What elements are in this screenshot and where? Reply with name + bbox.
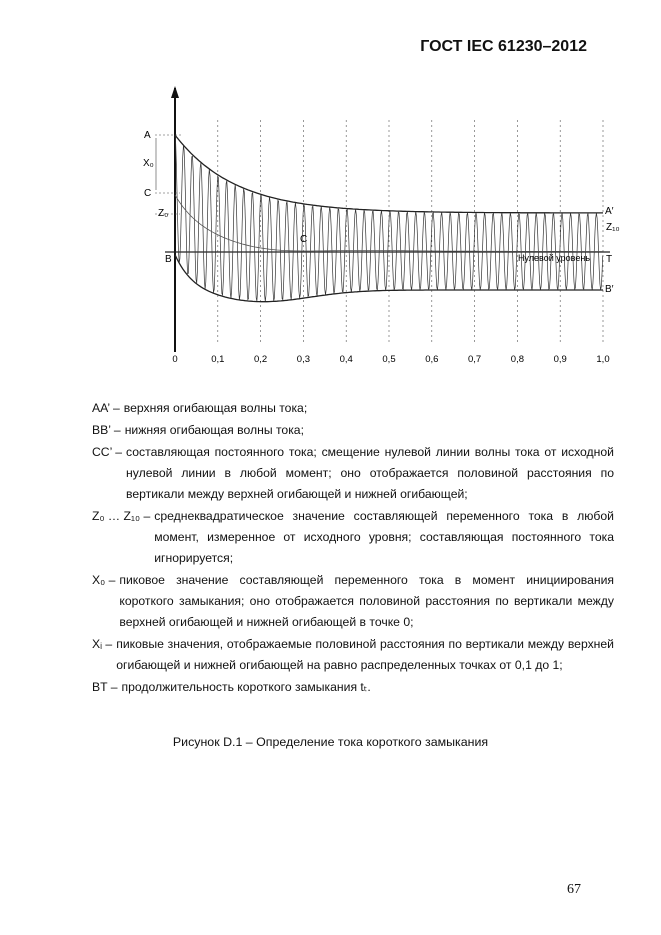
legend-text: пиковое значение составляющей переменного тока в момент инициирования короткого замыкания; оно отображается половиной расстояния по вертикали между верхней огибающей и нижней огибающей в точке 0; [119, 573, 614, 629]
x-tick-label: 0 [172, 354, 178, 365]
legend-key: AA’ – [92, 401, 120, 415]
label-zero-level: Нулевой уровень [518, 253, 591, 263]
label-t: T [606, 254, 613, 265]
legend-key: Xᵢ – [92, 637, 113, 651]
legend-item [92, 677, 614, 698]
legend-text: нижняя огибающая волны тока; [124, 423, 304, 437]
x-tick-label: 1,0 [596, 354, 610, 365]
x-tick-label: 0,7 [467, 354, 482, 365]
x-tick-label: 0,1 [211, 354, 225, 365]
label-c-mid: C [300, 234, 308, 245]
legend-key: BB’ – [92, 423, 121, 437]
legend [92, 398, 614, 699]
short-circuit-figure [120, 80, 620, 380]
label-z0: Z₀ [158, 208, 169, 219]
x-tick-label: 0,5 [382, 354, 396, 365]
standard-header: ГОСТ IEC 61230–2012 [420, 38, 587, 55]
legend-text: верхняя огибающая волны тока; [123, 401, 308, 415]
x-tick-label: 0,3 [296, 354, 311, 365]
legend-key: Z₀ … Z₁₀ – [92, 509, 151, 523]
label-z10: Z₁₀ [606, 222, 620, 233]
label-c: C [144, 188, 152, 199]
x-tick-label: 0,2 [253, 354, 268, 365]
legend-item [92, 442, 614, 505]
legend-key: X₀ – [92, 573, 116, 587]
label-b-prime: B′ [605, 284, 614, 295]
x-tick-label: 0,9 [553, 354, 567, 365]
legend-text: составляющая постоянного тока; смещение нулевой линии волны тока от исходной нулевой линии в любой момент; оно отображается половиной расстояния по вертикали между верхней огибающей и нижней огибающей; [126, 445, 614, 501]
legend-item [92, 634, 614, 676]
label-a: A [144, 130, 151, 141]
legend-item [92, 506, 614, 569]
legend-key: CC’ – [92, 445, 123, 459]
vertical-gridlines [218, 120, 603, 345]
legend-key: BT – [92, 680, 118, 694]
x-tick-label: 0,4 [339, 354, 353, 365]
x-tick-label: 0,6 [425, 354, 439, 365]
page-number: 67 [567, 882, 581, 897]
label-b: B [165, 254, 172, 265]
legend-item [92, 570, 614, 633]
legend-item [92, 420, 614, 441]
figure-caption: Рисунок D.1 – Определение тока короткого замыкания [172, 735, 489, 749]
x-tick-labels [172, 354, 609, 365]
y-axis-arrow [171, 86, 179, 98]
label-a-prime: A′ [605, 206, 614, 217]
x-tick-label: 0,8 [510, 354, 525, 365]
legend-text: среднеквадратическое значение составляющей переменного тока в любой момент, измеренное от исходного уровня; составляющая постоянного тока игнорируется; [154, 509, 614, 565]
legend-text: продолжительность короткого замыкания tₜ. [121, 680, 371, 694]
legend-item [92, 398, 614, 419]
label-x0: X₀ [143, 158, 154, 169]
legend-text: пиковые значения, отображаемые половиной расстояния по вертикали между верхней огибающей и нижней огибающей на равно распределенных точках от 0,1 до 1; [116, 637, 614, 672]
